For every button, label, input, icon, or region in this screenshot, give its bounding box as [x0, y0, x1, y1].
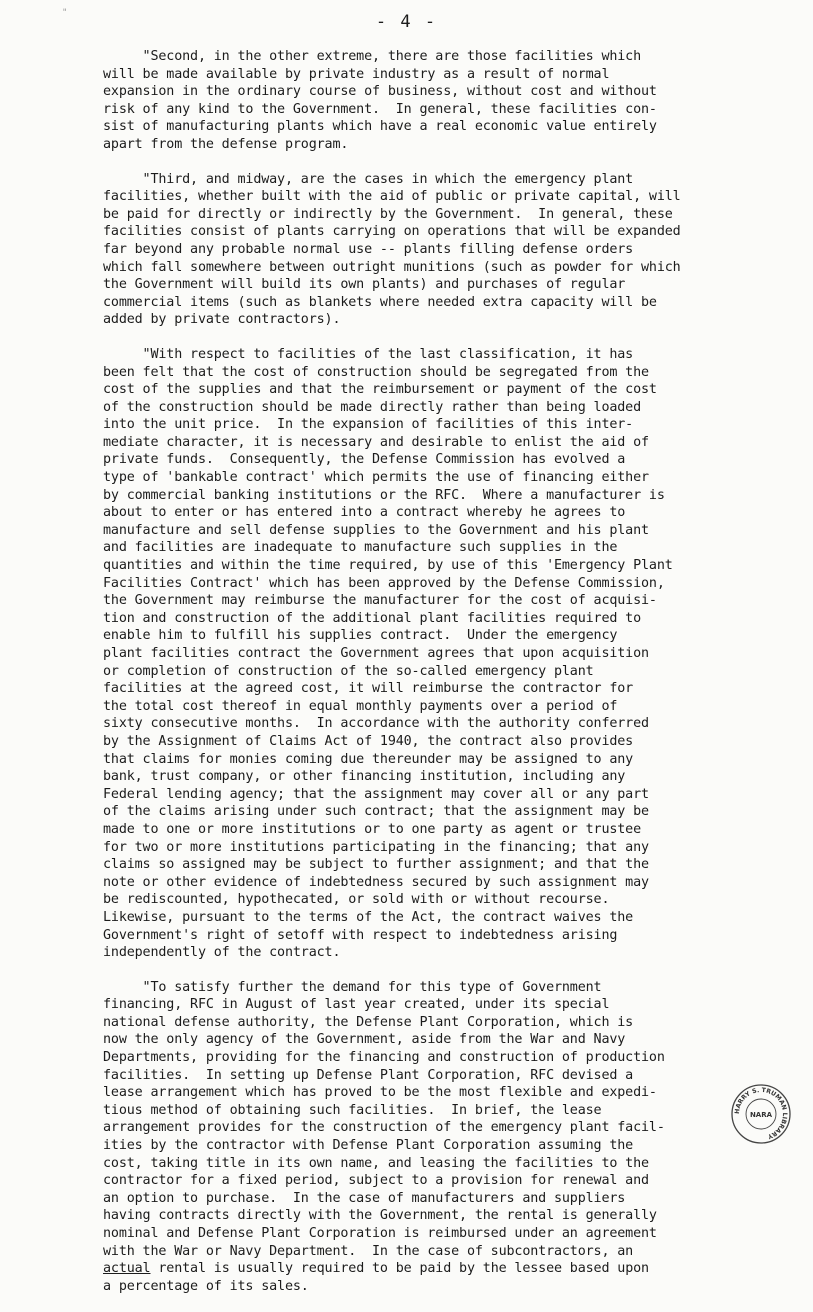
margin-mark: ": [62, 8, 68, 18]
paragraph-line: manufacture and sell defense supplies to the Government and his plant: [103, 522, 649, 538]
stamp-ring-text: HARRY S. TRUMAN LIBRARY: [733, 1086, 789, 1140]
paragraph-line: risk of any kind to the Government. In general, these facilities con-: [103, 101, 657, 117]
paragraph-line: commercial items (such as blankets where needed extra capacity will be: [103, 294, 657, 310]
paragraph-line: a percentage of its sales.: [103, 1278, 309, 1294]
paragraph-line: be rediscounted, hypothecated, or sold with or without recourse.: [103, 892, 610, 908]
paragraph-line: financing, RFC in August of last year created, under its special: [103, 997, 610, 1013]
stamp-center-text: NARA: [749, 1111, 773, 1119]
paragraph-line: bank, trust company, or other financing institution, including any: [103, 769, 626, 785]
paragraph-line: that claims for monies coming due thereunder may be assigned to any: [103, 751, 634, 767]
paragraph-line: been felt that the cost of construction should be segregated from the: [103, 364, 649, 380]
paragraph-line: enable him to fulfill his supplies contract. Under the emergency: [103, 628, 618, 644]
paragraph-line: facilities consist of plants carrying on operations that will be expanded: [103, 224, 681, 240]
paragraph-line: and facilities are inadequate to manufacture such supplies in the: [103, 540, 618, 556]
document-body: [103, 48, 743, 1312]
paragraph-1: [103, 48, 743, 154]
paragraph-line: the Government may reimburse the manufacturer for the cost of acquisi-: [103, 593, 657, 609]
paragraph-line: quantities and within the time required, by use of this 'Emergency Plant: [103, 558, 673, 574]
paragraph-line: [103, 1260, 743, 1278]
paragraph-line: national defense authority, the Defense Plant Corporation, which is: [103, 1014, 634, 1030]
paragraph-line: tious method of obtaining such facilities. In brief, the lease: [103, 1102, 602, 1118]
paragraph-line: by commercial banking institutions or the RFC. Where a manufacturer is: [103, 487, 665, 503]
paragraph-line: private funds. Consequently, the Defense Commission has evolved a: [103, 452, 626, 468]
paragraph-line: or completion of construction of the so-called emergency plant: [103, 663, 594, 679]
paragraph-line: note or other evidence of indebtedness secured by such assignment may: [103, 874, 649, 890]
paragraph-line: having contracts directly with the Government, the rental is generally: [103, 1208, 657, 1224]
paragraph-line: the Government will build its own plants) and purchases of regular: [103, 277, 626, 293]
paragraph-line: now the only agency of the Government, aside from the War and Navy: [103, 1032, 626, 1048]
paragraph-line: ities by the contractor with Defense Plant Corporation assuming the: [103, 1138, 634, 1154]
paragraph-2: [103, 171, 743, 329]
paragraph-line: mediate character, it is necessary and desirable to enlist the aid of: [103, 434, 649, 450]
paragraph-line: of the claims arising under such contract; that the assignment may be: [103, 804, 649, 820]
paragraph-line: plant facilities contract the Government agrees that upon acquisition: [103, 646, 649, 661]
paragraph-3: [103, 346, 743, 962]
paragraph-4-lines: [103, 979, 743, 1261]
paragraph-line: of the construction should be made directly rather than being loaded: [103, 399, 642, 415]
paragraph-line: sixty consecutive months. In accordance with the authority conferred: [103, 716, 649, 732]
paragraph-line: an option to purchase. In the case of manufacturers and suppliers: [103, 1190, 626, 1206]
paragraph-line: nominal and Defense Plant Corporation is reimbursed under an agreement: [103, 1226, 657, 1241]
paragraph-line: cost of the supplies and that the reimbursement or payment of the cost: [103, 382, 657, 398]
paragraph-line: for two or more institutions participating in the financing; that any: [103, 839, 649, 855]
paragraph-line: Government's right of setoff with respect to indebtedness arising: [103, 927, 618, 943]
paragraph-line: facilities, whether built with the aid of public or private capital, will: [103, 189, 681, 205]
paragraph-line: the total cost thereof in equal monthly payments over a period of: [103, 698, 618, 714]
paragraph-line: apart from the defense program.: [103, 136, 349, 152]
page-number: - 4 -: [375, 12, 438, 32]
paragraph-line: by the Assignment of Claims Act of 1940, the contract also provides: [103, 733, 634, 749]
paragraph-4: [103, 979, 743, 1296]
paragraph-line: facilities at the agreed cost, it will reimburse the contractor for: [103, 681, 634, 697]
paragraph-line: "To satisfy further the demand for this type of Government: [103, 979, 602, 995]
paragraph-line: claims so assigned may be subject to further assignment; and that the: [103, 857, 649, 873]
line-rest: rental is usually required to be paid by the lessee based upon: [150, 1261, 649, 1277]
paragraph-line: type of 'bankable contract' which permits the use of financing either: [103, 470, 649, 486]
paragraph-line: tion and construction of the additional plant facilities required to: [103, 610, 642, 626]
paragraph-line: "Third, and midway, are the cases in which the emergency plant: [103, 171, 634, 187]
paragraph-line: contractor for a fixed period, subject to a provision for renewal and: [103, 1173, 649, 1189]
paragraph-line: facilities. In setting up Defense Plant Corporation, RFC devised a: [103, 1067, 634, 1083]
paragraph-line: cost, taking title in its own name, and leasing the facilities to the: [103, 1155, 649, 1171]
paragraph-line: added by private contractors).: [103, 312, 341, 328]
paragraph-line: will be made available by private industry as a result of normal: [103, 66, 610, 82]
paragraph-line: "With respect to facilities of the last classification, it has: [103, 346, 634, 362]
library-stamp: [730, 1083, 792, 1145]
paragraph-line: lease arrangement which has proved to be the most flexible and expedi-: [103, 1085, 657, 1101]
paragraph-line: far beyond any probable normal use -- plants filling defense orders: [103, 241, 634, 257]
paragraph-line: arrangement provides for the construction of the emergency plant facil-: [103, 1120, 665, 1136]
paragraph-line: about to enter or has entered into a contract whereby he agrees to: [103, 505, 626, 521]
paragraph-line: which fall somewhere between outright munitions (such as powder for which: [103, 259, 681, 275]
paragraph-line: Federal lending agency; that the assignment may cover all or any part: [103, 786, 649, 802]
paragraph-line: made to one or more institutions or to one party as agent or trustee: [103, 821, 642, 837]
paragraph-line: Facilities Contract' which has been approved by the Defense Commission,: [103, 575, 665, 591]
paragraph-line: be paid for directly or indirectly by the Government. In general, these: [103, 206, 673, 222]
paragraph-line: into the unit price. In the expansion of facilities of this inter-: [103, 417, 634, 433]
paragraph-line: independently of the contract.: [103, 945, 341, 961]
paragraph-line: sist of manufacturing plants which have a real economic value entirely: [103, 119, 657, 135]
paragraph-line: with the War or Navy Department. In the case of subcontractors, an: [103, 1243, 634, 1259]
underlined-word: actual: [103, 1261, 151, 1277]
paragraph-line: expansion in the ordinary course of business, without cost and without: [103, 84, 657, 100]
paragraph-line: Departments, providing for the financing and construction of production: [103, 1050, 665, 1066]
paragraph-line: "Second, in the other extreme, there are those facilities which: [103, 49, 642, 64]
paragraph-line: Likewise, pursuant to the terms of the Act, the contract waives the: [103, 909, 634, 925]
